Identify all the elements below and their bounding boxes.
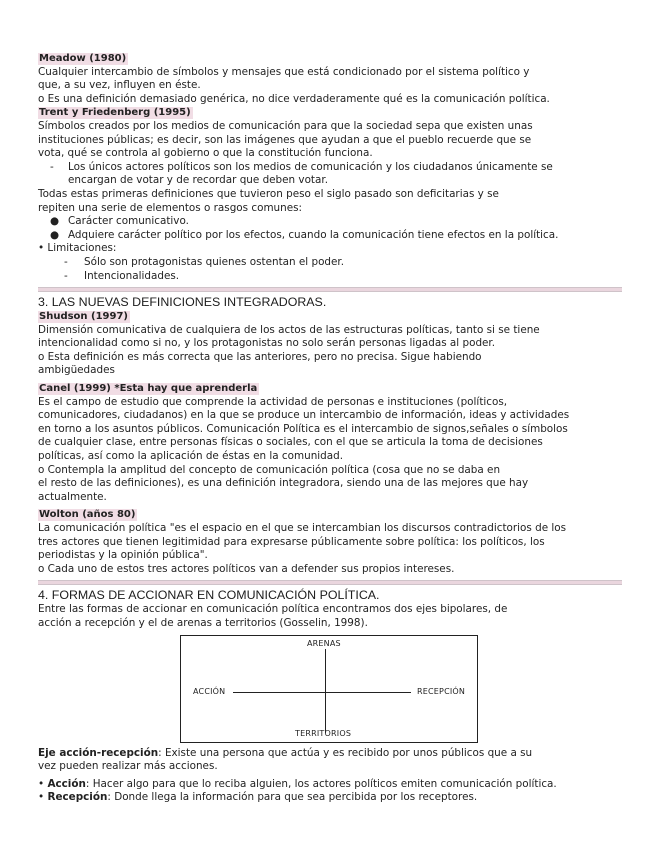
limit-item: - Intencionalidades. <box>64 269 180 282</box>
canel-note: o Contempla la amplitud del concepto de comunicación política (cosa que no se daba en <box>38 463 501 476</box>
canel-line: políticas, así como la aplicación de éstas en la comunidad. <box>38 450 344 463</box>
meadow-note: o Es una definición demasiado genérica, no dice verdaderamente qué es la comunicación política. <box>38 92 550 105</box>
trent-line: instituciones públicas; es decir, son las imágenes que ayudan a que el pueblo recuerde que se <box>38 133 532 146</box>
shudson-note: o Esta definición es más correcta que las anteriores, pero no precisa. Sigue habiendo <box>38 350 482 363</box>
shudson-line: intencionalidad como si no, y los protagonistas no solo serán personas ligadas al poder. <box>38 337 496 350</box>
meadow-line: Cualquier intercambio de símbolos y mensajes que está condicionado por el sistema político y <box>38 65 530 78</box>
sec4-intro-line: Entre las formas de accionar en comunicación política encontramos dos ejes bipolares, de <box>38 603 508 616</box>
canel-line: de cualquier clase, entre personas físicas o sociales, con el que se articula la toma de decisiones <box>38 436 543 449</box>
canel-line: Es el campo de estudio que comprende la actividad de personas e instituciones (políticos, <box>38 395 508 408</box>
canel-note: el resto de las definiciones), es una definición integradora, siendo una de las mejores que hay <box>38 477 529 490</box>
section-divider <box>38 287 622 292</box>
diagram-label-top: ARENAS <box>307 638 341 648</box>
vertical-axis <box>325 649 326 733</box>
trent-line: Símbolos creados por los medios de comunicación para que la sociedad sepa que existen unas <box>38 119 533 132</box>
wolton-line: La comunicación política "es el espacio en el que se intercambian los discursos contradictorios de los <box>38 522 567 534</box>
section-4-heading: 4. FORMAS DE ACCIONAR EN COMUNICACIÓN POLÍTICA. <box>38 588 380 603</box>
diagram-label-right: RECEPCIÓN <box>417 686 466 696</box>
canel-line: comunicadores, ciudadanos) en la que se produce un intercambio de información, ideas y actividades <box>38 409 570 422</box>
wolton-line: periodistas y la opinión pública". <box>38 549 208 562</box>
limitaciones-label: • Limitaciones: <box>38 242 117 255</box>
diagram-label-bottom: TERRITORIOS <box>295 728 352 738</box>
todas-line: Todas estas primeras definiciones que tuvieron peso el siglo pasado son deficitarias y se <box>38 187 499 200</box>
accion-item: • Acción: Hacer algo para que lo reciba alguien, los actores políticos emiten comunicación política. <box>38 777 557 790</box>
wolton-heading: Wolton (años 80) <box>39 509 136 521</box>
canel-note: actualmente. <box>38 490 107 503</box>
todas-line: repiten una serie de elementos o rasgos comunes: <box>38 201 303 214</box>
trent-heading: Trent y Friedenberg (1995) <box>39 107 191 119</box>
bullet-item: ● Carácter comunicativo. <box>50 215 189 228</box>
shudson-line: Dimensión comunicativa de cualquiera de los actos de las estructuras políticas, tanto si se tiene <box>38 323 540 336</box>
diagram-label-left: ACCIÓN <box>193 686 226 696</box>
canel-heading: Canel (1999) *Esta hay que aprenderla <box>39 383 258 395</box>
eje-paragraph: Eje acción-recepción: Existe una persona que actúa y es recibido por unos públicos que a su <box>38 746 533 759</box>
horizontal-axis <box>233 692 411 693</box>
meadow-heading: Meadow (1980) <box>39 53 127 64</box>
trent-line: vota, qué se controla al gobierno o que la constitución funciona. <box>38 147 373 160</box>
recepcion-item: • Recepción: Donde llega la información para que sea percibida por los receptores. <box>38 791 478 804</box>
shudson-note: ambigüedades <box>38 364 115 377</box>
wolton-note: o Cada uno de estos tres actores políticos van a defender sus propios intereses. <box>38 562 455 575</box>
trent-dash-item-cont: encargan de votar y de recordar que deben votar. <box>68 174 328 187</box>
document-page <box>38 52 622 805</box>
section-divider <box>38 580 622 585</box>
eje-paragraph-cont: vez pueden realizar más acciones. <box>38 760 218 773</box>
shudson-heading: Shudson (1997) <box>39 311 128 323</box>
section-3-heading: 3. LAS NUEVAS DEFINICIONES INTEGRADORAS. <box>38 295 327 310</box>
axes-diagram <box>180 635 478 743</box>
wolton-line: tres actores que tienen legitimidad para expresarse públicamente sobre política: los políticos, los <box>38 535 545 548</box>
bullet-item: ● Adquiere carácter político por los efectos, cuando la comunicación tiene efectos en la política. <box>50 228 559 241</box>
trent-dash-item: - Los únicos actores políticos son los medios de comunicación y los ciudadanos únicamente se <box>50 160 553 173</box>
limit-item: - Sólo son protagonistas quienes ostentan el poder. <box>64 255 345 268</box>
sec4-intro-line: acción a recepción y el de arenas a territorios (Gosselin, 1998). <box>38 616 368 629</box>
meadow-line: que, a su vez, influyen en éste. <box>38 79 201 92</box>
canel-line: en torno a los asuntos públicos. Comunicación Política es el intercambio de signos,señales o símbolos <box>38 422 568 435</box>
